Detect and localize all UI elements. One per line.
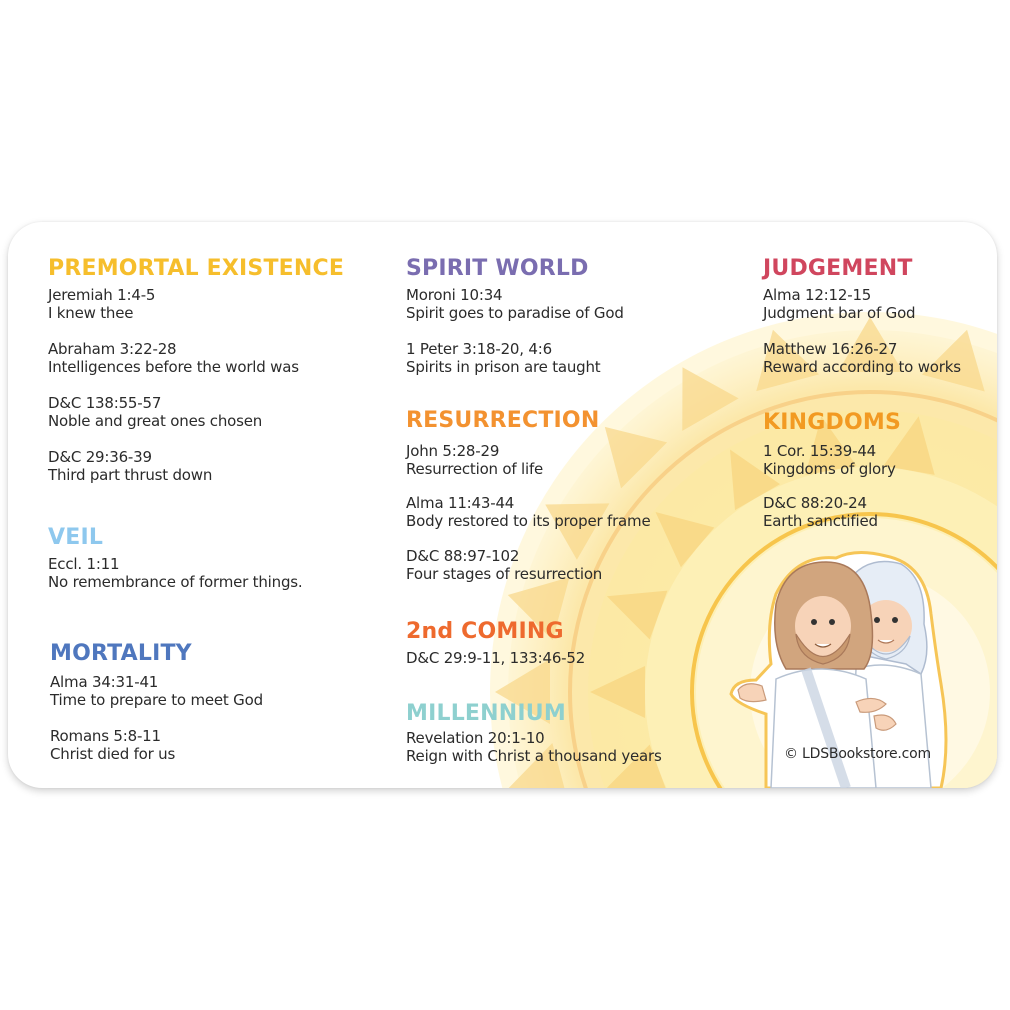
scripture-reference: Moroni 10:34	[406, 286, 503, 304]
scripture-entry	[406, 442, 651, 478]
scripture-reference: D&C 88:20-24	[763, 494, 867, 512]
section-title: JUDGEMENT	[763, 256, 913, 281]
scripture-reference: D&C 88:97-102	[406, 547, 520, 565]
scripture-entry	[406, 286, 624, 322]
section-veil	[48, 525, 302, 591]
section-title: 2nd COMING	[406, 619, 564, 644]
scripture-reference: Eccl. 1:11	[48, 555, 120, 573]
section-spirit-world	[406, 256, 624, 376]
scripture-reference: D&C 29:36-39	[48, 448, 152, 466]
scripture-entry	[763, 494, 901, 530]
section-title: KINGDOMS	[763, 410, 902, 435]
scripture-description: Spirits in prison are taught	[406, 358, 601, 376]
scripture-reference: Matthew 16:26-27	[763, 340, 898, 358]
scripture-description: I knew thee	[48, 304, 134, 322]
scripture-reference: Alma 11:43-44	[406, 494, 515, 512]
scripture-description: Resurrection of life	[406, 460, 544, 478]
scripture-description: Intelligences before the world was	[48, 358, 299, 376]
scripture-entry	[50, 673, 263, 709]
section-millennium	[406, 701, 662, 765]
scripture-description: Spirit goes to paradise of God	[406, 304, 624, 322]
section-title: PREMORTAL EXISTENCE	[48, 256, 345, 281]
scripture-entry	[48, 448, 344, 484]
section-2nd-coming	[406, 619, 585, 667]
section-mortality	[50, 641, 263, 763]
scripture-description: Third part thrust down	[48, 466, 213, 484]
scripture-reference: D&C 29:9-11, 133:46-52	[406, 649, 586, 667]
section-title: SPIRIT WORLD	[406, 256, 589, 281]
scripture-description: Christ died for us	[50, 745, 176, 763]
scripture-entry	[763, 442, 901, 478]
section-title: MORTALITY	[50, 641, 192, 666]
scripture-description: Body restored to its proper frame	[406, 512, 651, 530]
scripture-reference: Alma 34:31-41	[50, 673, 159, 691]
section-title: RESURRECTION	[406, 408, 600, 433]
section-title: VEIL	[48, 525, 104, 550]
scripture-entry	[763, 340, 961, 376]
scripture-description: Noble and great ones chosen	[48, 412, 263, 430]
scripture-entry	[406, 729, 662, 765]
scripture-description: Reward according to works	[763, 358, 961, 376]
scripture-reference: Revelation 20:1-10	[406, 729, 545, 747]
scripture-description: Reign with Christ a thousand years	[406, 747, 662, 765]
copyright-notice: © LDSBookstore.com	[784, 746, 931, 762]
scripture-reference: 1 Cor. 15:39-44	[763, 442, 877, 460]
scripture-reference: Jeremiah 1:4-5	[48, 286, 156, 304]
scripture-reference: 1 Peter 3:18-20, 4:6	[406, 340, 552, 358]
scripture-reference: D&C 138:55-57	[48, 394, 162, 412]
scripture-entry	[48, 394, 344, 430]
scripture-entry	[48, 286, 344, 322]
scripture-description: Earth sanctified	[763, 512, 878, 530]
scripture-description: Time to prepare to meet God	[50, 691, 263, 709]
section-resurrection	[406, 408, 651, 583]
scripture-reference-card	[8, 222, 997, 788]
scripture-description: Judgment bar of God	[763, 304, 916, 322]
scripture-description: No remembrance of former things.	[48, 573, 303, 591]
scripture-entry	[763, 286, 961, 322]
scripture-entry	[406, 340, 624, 376]
scripture-reference: Abraham 3:22-28	[48, 340, 177, 358]
scripture-entry	[48, 555, 302, 591]
section-title: MILLENNIUM	[406, 701, 566, 726]
scripture-reference: Alma 12:12-15	[763, 286, 872, 304]
scripture-entry	[406, 649, 585, 667]
scripture-description: Four stages of resurrection	[406, 565, 603, 583]
scripture-entry	[50, 727, 263, 763]
scripture-description: Kingdoms of glory	[763, 460, 896, 478]
scripture-entry	[406, 547, 651, 583]
section-premortal-existence	[48, 256, 344, 484]
scripture-reference: Romans 5:8-11	[50, 727, 161, 745]
scripture-reference: John 5:28-29	[406, 442, 500, 460]
scripture-entry	[48, 340, 344, 376]
scripture-entry	[406, 494, 651, 530]
section-kingdoms	[763, 410, 901, 530]
section-judgement	[763, 256, 961, 376]
